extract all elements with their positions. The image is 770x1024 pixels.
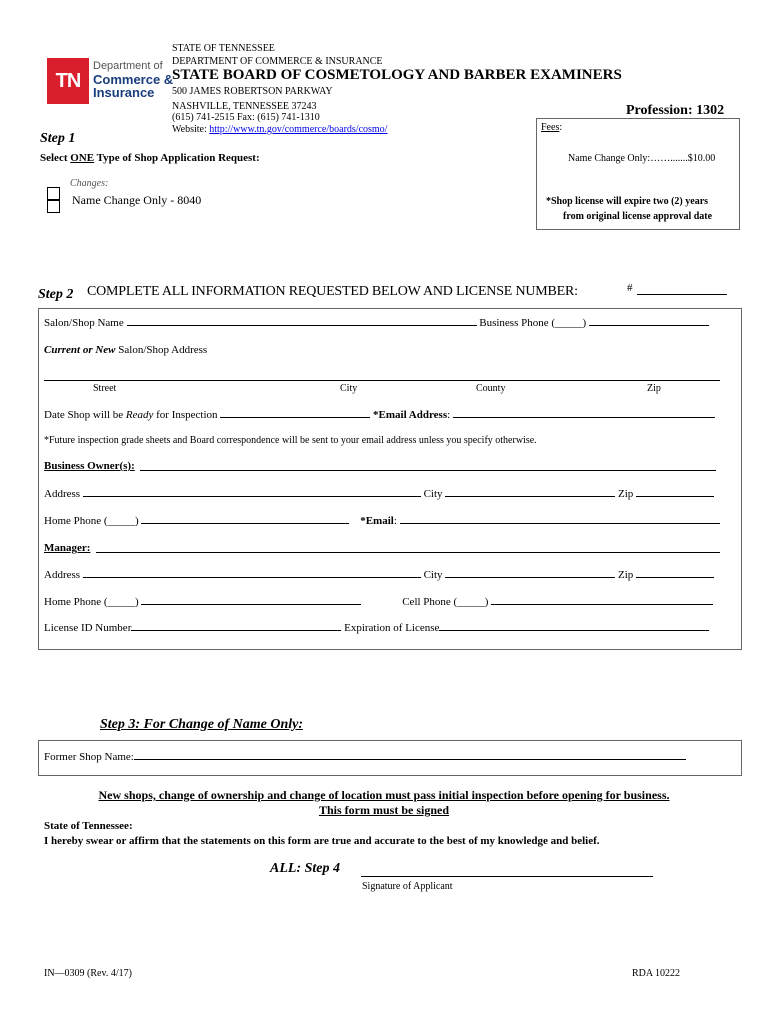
form-id: IN—0309 (Rev. 4/17) — [44, 968, 132, 979]
logo-line-1: Department of — [93, 60, 163, 72]
date-suffix: for Inspection — [156, 409, 218, 421]
owner-home-phone-field[interactable] — [141, 514, 349, 524]
expiration-label: Expiration of License — [344, 622, 440, 634]
owner-zip-field[interactable] — [636, 487, 714, 497]
manager-label: Manager: — [44, 542, 91, 554]
owner-zip-label: Zip — [618, 488, 634, 500]
state-heading: STATE OF TENNESSEE — [172, 43, 275, 54]
future-note: *Future inspection grade sheets and Board correspondence will be sent to your email address unless you specify otherwise. — [44, 435, 537, 446]
tn-logo-text — [93, 60, 173, 99]
salon-name-field[interactable] — [127, 316, 477, 326]
board-city: NASHVILLE, TENNESSEE 37243 — [172, 101, 317, 112]
business-phone-label: Business Phone (_____) — [479, 317, 587, 329]
email-address-field[interactable] — [453, 408, 715, 418]
manager-address-label: Address — [44, 569, 81, 581]
former-name-label: Former Shop Name: — [44, 751, 134, 763]
step1-title: Step 1 — [40, 131, 76, 146]
salon-address-field[interactable] — [44, 380, 720, 381]
date-prefix: Date Shop will be — [44, 409, 124, 421]
owner-phone-row — [44, 514, 720, 527]
date-ready: Ready — [125, 409, 154, 421]
step4-title: ALL: Step 4 — [270, 861, 340, 876]
manager-field[interactable] — [96, 552, 720, 553]
email-address-label: *Email Address — [373, 409, 448, 421]
name-change-option: Name Change Only - 8040 — [72, 193, 202, 207]
business-owner-label: Business Owner(s): — [44, 460, 135, 472]
license-row — [44, 621, 709, 634]
owner-address-field[interactable] — [83, 487, 421, 497]
manager-cell-phone-field[interactable] — [491, 595, 713, 605]
city-caption: City — [340, 383, 358, 394]
former-name-field[interactable] — [134, 750, 686, 760]
fees-label — [541, 122, 562, 133]
fees-note-1: *Shop license will expire two (2) years — [546, 196, 709, 207]
tn-logo-mark: TN — [47, 58, 89, 104]
license-id-label: License ID Number — [44, 622, 132, 634]
select-prefix: Select — [40, 152, 68, 164]
step2-title: COMPLETE ALL INFORMATION REQUESTED BELOW AND LICENSE NUMBER: — [87, 284, 578, 299]
license-number-line[interactable] — [637, 294, 727, 295]
manager-home-phone-label: Home Phone (_____) — [44, 596, 139, 608]
county-caption: County — [476, 383, 506, 394]
salon-address-label: Salon/Shop Address — [118, 344, 208, 356]
date-email-row — [44, 408, 715, 421]
manager-home-phone-field[interactable] — [141, 595, 361, 605]
changes-checkbox[interactable] — [47, 187, 60, 200]
inspection-date-field[interactable] — [220, 408, 370, 418]
street-caption: Street — [93, 383, 117, 394]
owner-email-colon: : — [393, 515, 397, 527]
manager-zip-field[interactable] — [636, 568, 714, 578]
owner-address-label: Address — [44, 488, 81, 500]
manager-city-field[interactable] — [445, 568, 615, 578]
must-be-signed: This form must be signed — [318, 803, 449, 817]
license-hash: # — [627, 282, 633, 294]
fees-label-text: Fees — [541, 122, 560, 133]
logo-line-2: Commerce & — [93, 72, 174, 87]
board-title: STATE BOARD OF COSMETOLOGY AND BARBER EXAMINERS — [172, 67, 622, 83]
website-link[interactable]: http://www.tn.gov/commerce/boards/cosmo/ — [209, 124, 388, 135]
former-name-row — [44, 750, 686, 763]
logo-line-3: Insurance — [93, 85, 155, 100]
owner-city-label: City — [423, 488, 443, 500]
zip-caption: Zip — [647, 383, 661, 394]
changes-label: Changes: — [70, 178, 109, 189]
select-suffix: Type of Shop Application Request: — [96, 152, 260, 164]
name-change-checkbox[interactable] — [47, 200, 60, 213]
fees-name-change: Name Change Only:…….......$10.00 — [568, 153, 716, 164]
step3-title: Step 3: For Change of Name Only: — [100, 717, 303, 732]
step1-instruction — [40, 152, 260, 164]
website-label: Website: — [172, 124, 207, 135]
signature-caption: Signature of Applicant — [362, 881, 453, 892]
manager-phone-row — [44, 595, 713, 608]
business-owner-field[interactable] — [140, 470, 716, 471]
current-or-new: Current or New — [44, 344, 116, 356]
fees-note-2: from original license approval date — [563, 211, 713, 222]
profession-number: Profession: 1302 — [626, 103, 725, 118]
manager-zip-label: Zip — [618, 569, 634, 581]
rda-number: RDA 10222 — [632, 968, 681, 979]
new-shops-notice: New shops, change of ownership and change of location must pass initial inspection before opening for business. — [98, 788, 670, 802]
manager-address-field[interactable] — [83, 568, 421, 578]
manager-cell-phone-label: Cell Phone (_____) — [402, 596, 489, 608]
license-id-field[interactable] — [131, 621, 341, 631]
salon-name-label: Salon/Shop Name — [44, 317, 124, 329]
select-one: ONE — [70, 152, 95, 164]
swear-statement: I hereby swear or affirm that the statements on this form are true and accurate to the best of my knowledge and belief. — [44, 835, 600, 847]
owner-address-row — [44, 487, 714, 500]
signature-line[interactable] — [361, 876, 653, 877]
state-of-tennessee: State of Tennessee: — [44, 820, 133, 832]
business-phone-field[interactable] — [589, 316, 709, 326]
dept-heading: DEPARTMENT OF COMMERCE & INSURANCE — [172, 56, 383, 67]
owner-home-phone-label: Home Phone (_____) — [44, 515, 139, 527]
salon-address-heading — [44, 344, 207, 356]
board-website — [172, 124, 387, 135]
salon-name-row — [44, 316, 709, 329]
manager-city-label: City — [423, 569, 443, 581]
board-address: 500 JAMES ROBERTSON PARKWAY — [172, 86, 333, 97]
expiration-field[interactable] — [439, 621, 709, 631]
board-phone: (615) 741-2515 Fax: (615) 741-1310 — [172, 112, 320, 123]
owner-email-label: *Email — [360, 515, 394, 527]
manager-address-row — [44, 568, 714, 581]
step2-label: Step 2 — [38, 287, 74, 302]
email-address-colon: : — [447, 409, 451, 421]
owner-email-field[interactable] — [400, 514, 720, 524]
owner-city-field[interactable] — [445, 487, 615, 497]
fees-colon: : — [559, 122, 563, 133]
